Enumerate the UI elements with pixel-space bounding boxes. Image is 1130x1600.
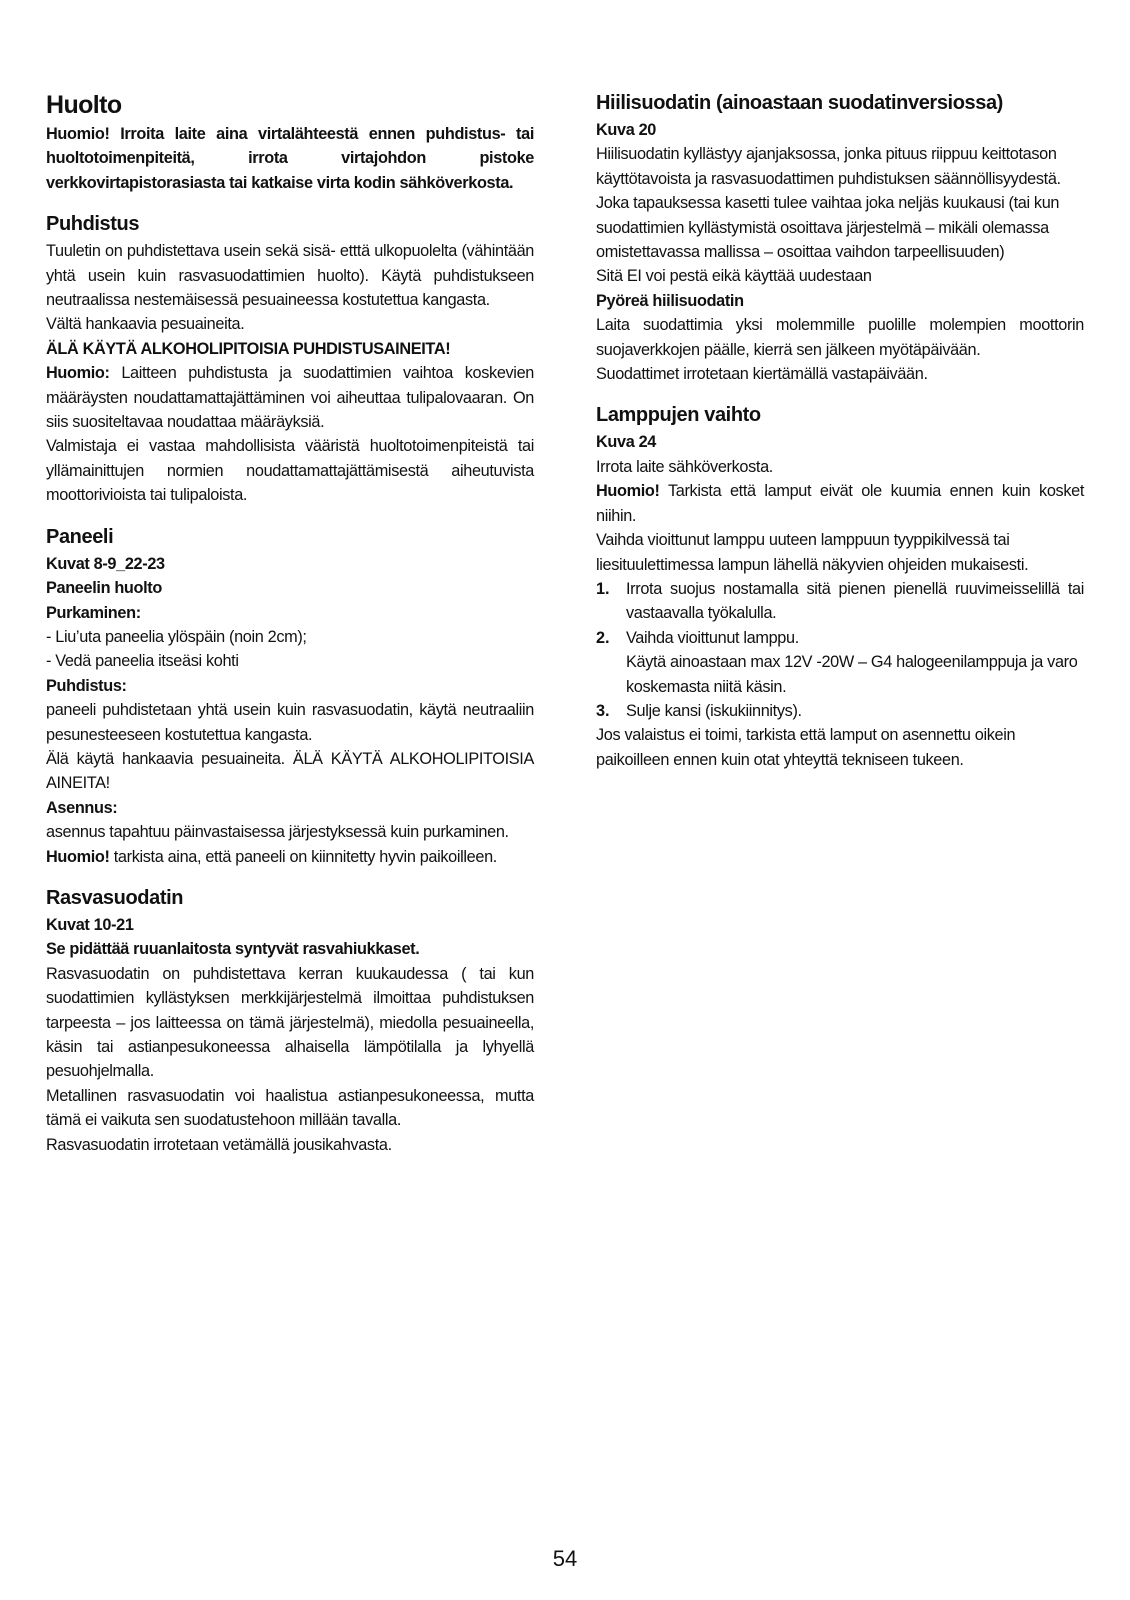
puhdistus-paragraph-5: Valmistaja ei vastaa mahdollisista vääristä huoltotoimenpiteistä tai yllämainittujen normien noudattamattajättämisestä aiheutuvista moottorivioista tai tulipaloista. (46, 437, 534, 505)
lamppu-figure: Kuva 24 (596, 433, 656, 452)
puhdistus-paragraph-1: Tuuletin on puhdistettava usein sekä sisä- etttä ulkopuolelta (vähintään yhtä usein kuin rasvasuodattimien huolto). Käytä puhdistukseen neutraalissa nestemäisessä pesuaineessa kostutettua kangasta. (46, 242, 534, 310)
rasva-subtitle: Se pidättää ruuanlaitosta syntyvät rasvahiukkaset. (46, 940, 420, 959)
asennus-text: asennus tapahtuu päinvastaisessa järjestyksessä kuin purkaminen. (46, 823, 509, 842)
note-text: Tarkista että lamput eivät ole kuumia ennen kuin kosket niihin. (596, 482, 1084, 525)
step-number: 3. (596, 701, 610, 720)
purkaminen-step-1: - Liu’uta paneelia ylöspäin (noin 2cm); (46, 627, 307, 646)
section-title-huolto: Huolto (46, 91, 122, 119)
list-item (596, 577, 1084, 626)
paneeli-cleaning-2: Älä käytä hankaavia pesuaineita. ÄLÄ KÄYTÄ ALKOHOLIPITOISIA AINEITA! (46, 749, 534, 793)
rasva-paragraph-2: Metallinen rasvasuodatin voi haalistua astianpesukoneessa, mutta tämä ei vaikuta sen suodatustehoon millään tavalla. (46, 1086, 534, 1130)
step-number: 2. (596, 628, 610, 647)
step-text: Sulje kansi (iskukiinnitys). (626, 701, 802, 720)
note-label: Huomio! (596, 482, 660, 501)
puhdistus-warning-alcohol: ÄLÄ KÄYTÄ ALKOHOLIPITOISIA PUHDISTUSAINEITA! (46, 339, 451, 358)
step-number: 1. (596, 579, 610, 598)
lamppu-steps-list (596, 577, 1084, 723)
hiili-figure: Kuva 20 (596, 121, 656, 139)
lamppu-note (596, 479, 1084, 528)
note-label: Huomio: (46, 364, 110, 383)
asennus-note (46, 845, 534, 869)
section-title-paneeli: Paneeli (46, 525, 114, 548)
note-text: Laitteen puhdistusta ja suodattimien vaihtoa koskevien määräysten noudattamattajättäminen voi aiheuttaa tulipalovaaran. On siis suositeltavaa noudattaa määräyksiä. (46, 364, 534, 432)
rasva-paragraph-3: Rasvasuodatin irrotetaan vetämällä jousikahvasta. (46, 1135, 392, 1154)
step-text: Irrota suojus nostamalla sitä pienen pienellä ruuvimeisselillä tai vastaavalla työkalulla. (626, 579, 1084, 623)
rasva-paragraph-1: Rasvasuodatin on puhdistettava kerran kuukaudessa ( tai kun suodattimien kyllästyksen merkkijärjestelmä ilmoittaa puhdistuksen tarpeesta – jos laitteessa on tämä järjestelmä), miedolla pesuaineella, käsin tai astianpesukoneessa alhaisella lämpötilalla ja lyhyellä pesuohjelmalla. (46, 964, 534, 1081)
pyorea-heading: Pyöreä hiilisuodatin (596, 291, 744, 310)
lamppu-paragraph-1: Irrota laite sähköverkosta. (596, 457, 773, 476)
section-title-hiilisuodatin: Hiilisuodatin (ainoastaan suodatinversiossa) (596, 92, 1003, 114)
paneeli-maintenance-heading: Paneelin huolto (46, 579, 162, 598)
rasva-figures: Kuvat 10-21 (46, 915, 134, 934)
left-column (46, 88, 534, 1157)
section-title-puhdistus: Puhdistus (46, 213, 140, 236)
paneeli-figures: Kuvat 8-9_22-23 (46, 554, 165, 573)
puhdistus-paragraph-2: Vältä hankaavia pesuaineita. (46, 315, 245, 334)
paneeli-cleaning-1: paneeli puhdistetaan yhtä usein kuin rasvasuodatin, käytä neutraaliin pesunesteeseen kostutettua kangasta. (46, 701, 534, 744)
lamppu-paragraph-3: Vaihda vioittunut lamppu uuteen lamppuun tyyppikilvessä tai liesituulettimessa lampun lähellä näkyvien ohjeiden mukaisesti. (596, 531, 1029, 574)
asennus-label: Asennus: (46, 798, 118, 817)
huolto-warning: Huomio! Irroita laite aina virtalähteestä ennen puhdistus- tai huoltotoimenpiteitä, irrota virtajohdon pistoke verkkovirtapistorasiasta tai katkaise virta kodin sähköverkosta. (46, 125, 534, 192)
pyorea-paragraph-2: Suodattimet irrotetaan kiertämällä vastapäivään. (596, 365, 928, 384)
list-item (596, 626, 1084, 699)
pyorea-paragraph-1: Laita suodattimia yksi molemmille puolille molempien moottorin suojaverkkojen päälle, kierrä sen jälkeen myötäpäivään. (596, 316, 1084, 359)
section-title-rasvasuodatin: Rasvasuodatin (46, 886, 184, 909)
page-number: 54 (552, 1546, 578, 1571)
hiili-paragraph-1: Hiilisuodatin kyllästyy ajanjaksossa, jonka pituus riippuu keittotason käyttötavoista ja rasvasuodattimen puhdistuksen säännöllisyydestä. Joka tapauksessa kasetti tulee vaihtaa joka neljäs kuukausi (tai kun suodattimien kyllästymistä osoittava järjestelmä – mikäli olemassa omistettavassa mallissa – osoittaa vaihdon tarpeellisuuden) (596, 145, 1061, 262)
purkaminen-label: Purkaminen: (46, 603, 141, 622)
hiili-paragraph-2: Sitä EI voi pestä eikä käyttää uudestaan (596, 267, 872, 286)
section-title-lamppujen-vaihto: Lamppujen vaihto (596, 404, 761, 427)
puhdistus-note (46, 361, 534, 434)
note-text: tarkista aina, että paneeli on kiinnitetty hyvin paikoilleen. (109, 847, 497, 866)
step-text-2: Käytä ainoastaan max 12V -20W – G4 halogeenilamppuja ja varo koskemasta niitä käsin. (626, 653, 1078, 696)
right-column (596, 88, 1084, 772)
list-item (596, 699, 1084, 723)
note-label: Huomio! (46, 847, 110, 866)
purkaminen-step-2: - Vedä paneelia itseäsi kohti (46, 652, 239, 671)
puhdistus-label: Puhdistus: (46, 676, 127, 695)
lamppu-paragraph-4: Jos valaistus ei toimi, tarkista että lamput on asennettu oikein paikoilleen ennen kuin otat yhteyttä tekniseen tukeen. (596, 726, 1016, 769)
step-text: Vaihda vioittunut lamppu. (626, 628, 799, 647)
